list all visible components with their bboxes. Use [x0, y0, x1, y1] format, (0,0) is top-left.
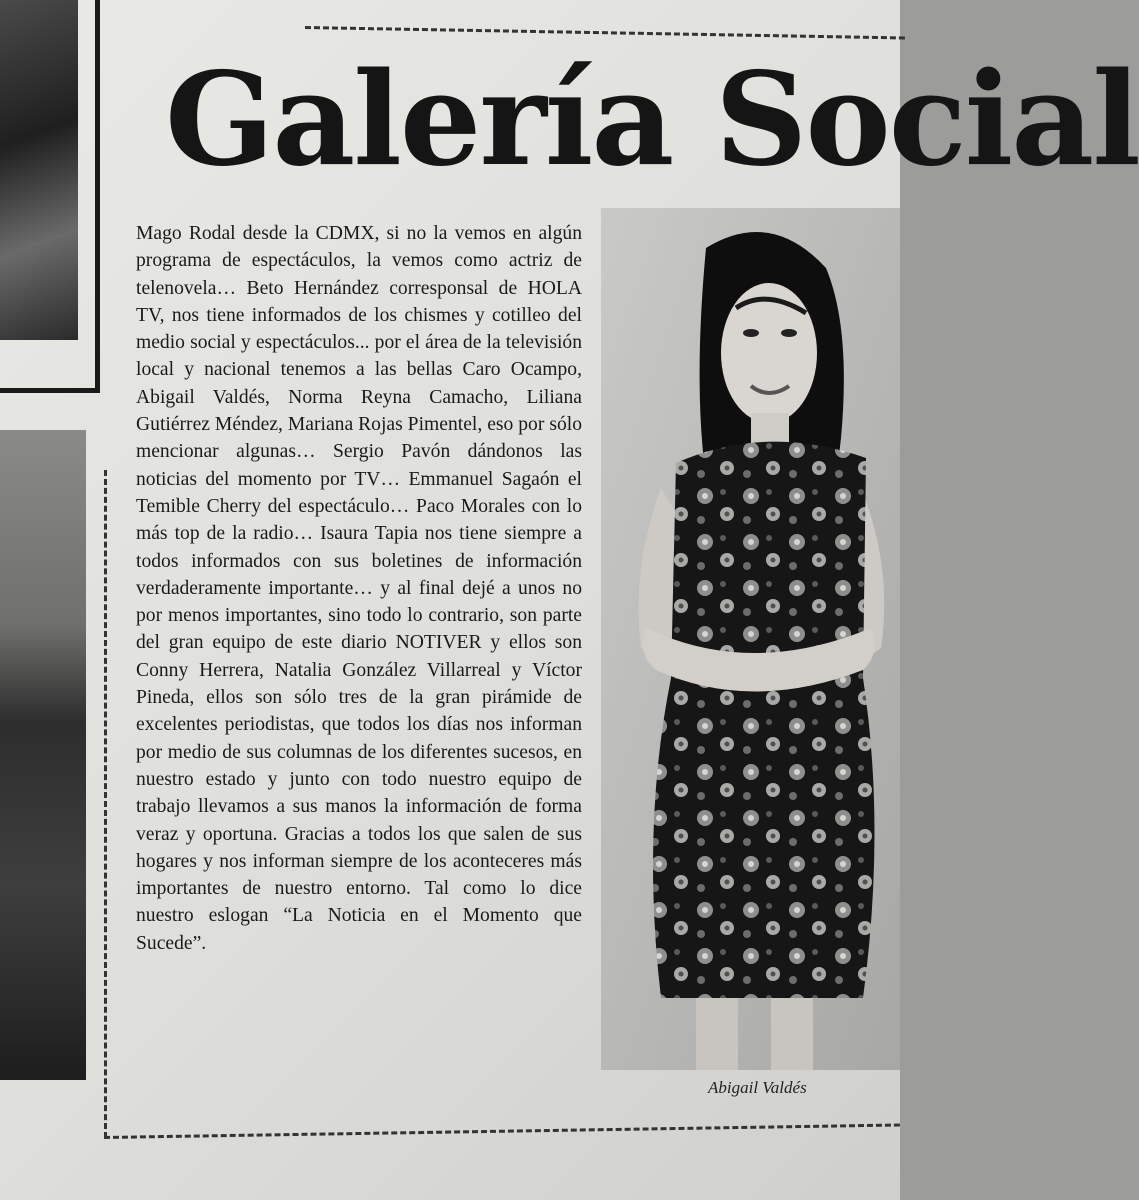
page-title: Galería Social — [165, 45, 1139, 195]
dashed-border-left — [104, 470, 107, 1138]
photo-caption: Abigail Valdés — [708, 1078, 807, 1097]
neighbor-photo-bottom — [0, 430, 86, 1080]
dashed-border-top — [305, 26, 905, 39]
neighbor-photo-frame — [0, 0, 100, 393]
portrait-photo — [601, 208, 900, 1070]
woman-portrait-illustration — [601, 208, 900, 1070]
article-body: Mago Rodal desde la CDMX, si no la vemos en algún programa de espectáculos, la vemos como actriz de telenovela… Beto Hernández corresponsal de HOLA TV, nos tiene informados de los chismes y cotilleo del medio social y espectáculos... por el área de la televisión local y nacional tenemos a las bellas Caro Ocampo, Abigail Valdés, Norma Reyna Camacho, Liliana Gutiérrez Méndez, Mariana Rojas Pimentel, eso por sólo mencionar algunas… Sergio Pavón dándonos las noticias del momento por TV… Emmanuel Sagaón el Temible Cherry del espectáculo… Paco Morales con lo más top de la radio… Isaura Tapia nos tiene siempre a todos informados con sus boletines de información verdaderamente importante… y al final dejé a unos no por menos importantes, sino todo lo contrario, son parte del gran equipo de este diario NOTIVER y ellos son Conny Herrera, Natalia González Villarreal y Víctor Pineda, ellos son sólo tres de la gran pirámide de excelentes periodistas, que todos los días nos informan por medio de sus columnas de los diferentes sucesos, en nuestro estado y junto con todo nuestro equipo de trabajo llevamos a sus manos la información de forma veraz y oportuna. Gracias a todos los que salen de sus hogares y nos informan siempre de los aconteceres más importantes de nuestro entorno. Tal como lo dice nuestro eslogan “La Noticia en el Momento que Sucede”. — [136, 223, 582, 954]
dashed-border-bottom — [104, 1123, 900, 1139]
